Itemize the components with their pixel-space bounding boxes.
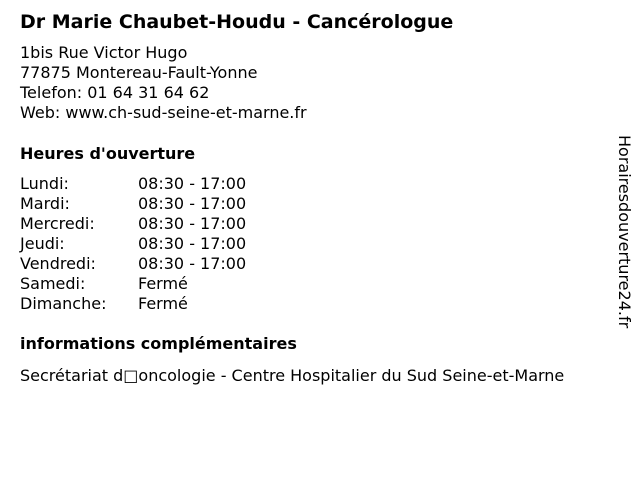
hours-time: 08:30 - 17:00 (138, 214, 247, 233)
hours-row-dimanche (20, 294, 246, 314)
hours-day: Mercredi: (20, 214, 95, 233)
info-text: Secrétariat d□oncologie - Centre Hospitalier du Sud Seine-et-Marne (20, 366, 565, 385)
hours-row-samedi (20, 274, 246, 294)
hours-time: Fermé (138, 294, 188, 313)
hours-day: Mardi: (20, 194, 70, 213)
address-phone: Telefon: 01 64 31 64 62 (20, 83, 210, 102)
hours-time: 08:30 - 17:00 (138, 254, 247, 273)
hours-time: 08:30 - 17:00 (138, 194, 247, 213)
page-title: Dr Marie Chaubet-Houdu - Cancérologue (20, 11, 454, 33)
hours-day: Jeudi: (20, 234, 65, 253)
hours-time: 08:30 - 17:00 (138, 174, 247, 193)
hours-day: Samedi: (20, 274, 86, 293)
address-web: Web: www.ch-sud-seine-et-marne.fr (20, 103, 307, 122)
address-block (20, 43, 307, 123)
hours-heading: Heures d'ouverture (20, 144, 196, 163)
hours-row-mercredi (20, 214, 246, 234)
hours-row-vendredi (20, 254, 246, 274)
hours-row-jeudi (20, 234, 246, 254)
site-watermark: Horairesdouverture24.fr (615, 135, 634, 329)
hours-day: Vendredi: (20, 254, 96, 273)
hours-time: 08:30 - 17:00 (138, 234, 247, 253)
address-city: 77875 Montereau-Fault-Yonne (20, 63, 258, 82)
address-street: 1bis Rue Victor Hugo (20, 43, 188, 62)
hours-day: Lundi: (20, 174, 69, 193)
info-heading: informations complémentaires (20, 334, 297, 353)
hours-time: Fermé (138, 274, 188, 293)
hours-day: Dimanche: (20, 294, 107, 313)
hours-row-lundi (20, 174, 246, 194)
hours-row-mardi (20, 194, 246, 214)
hours-table (20, 174, 246, 314)
